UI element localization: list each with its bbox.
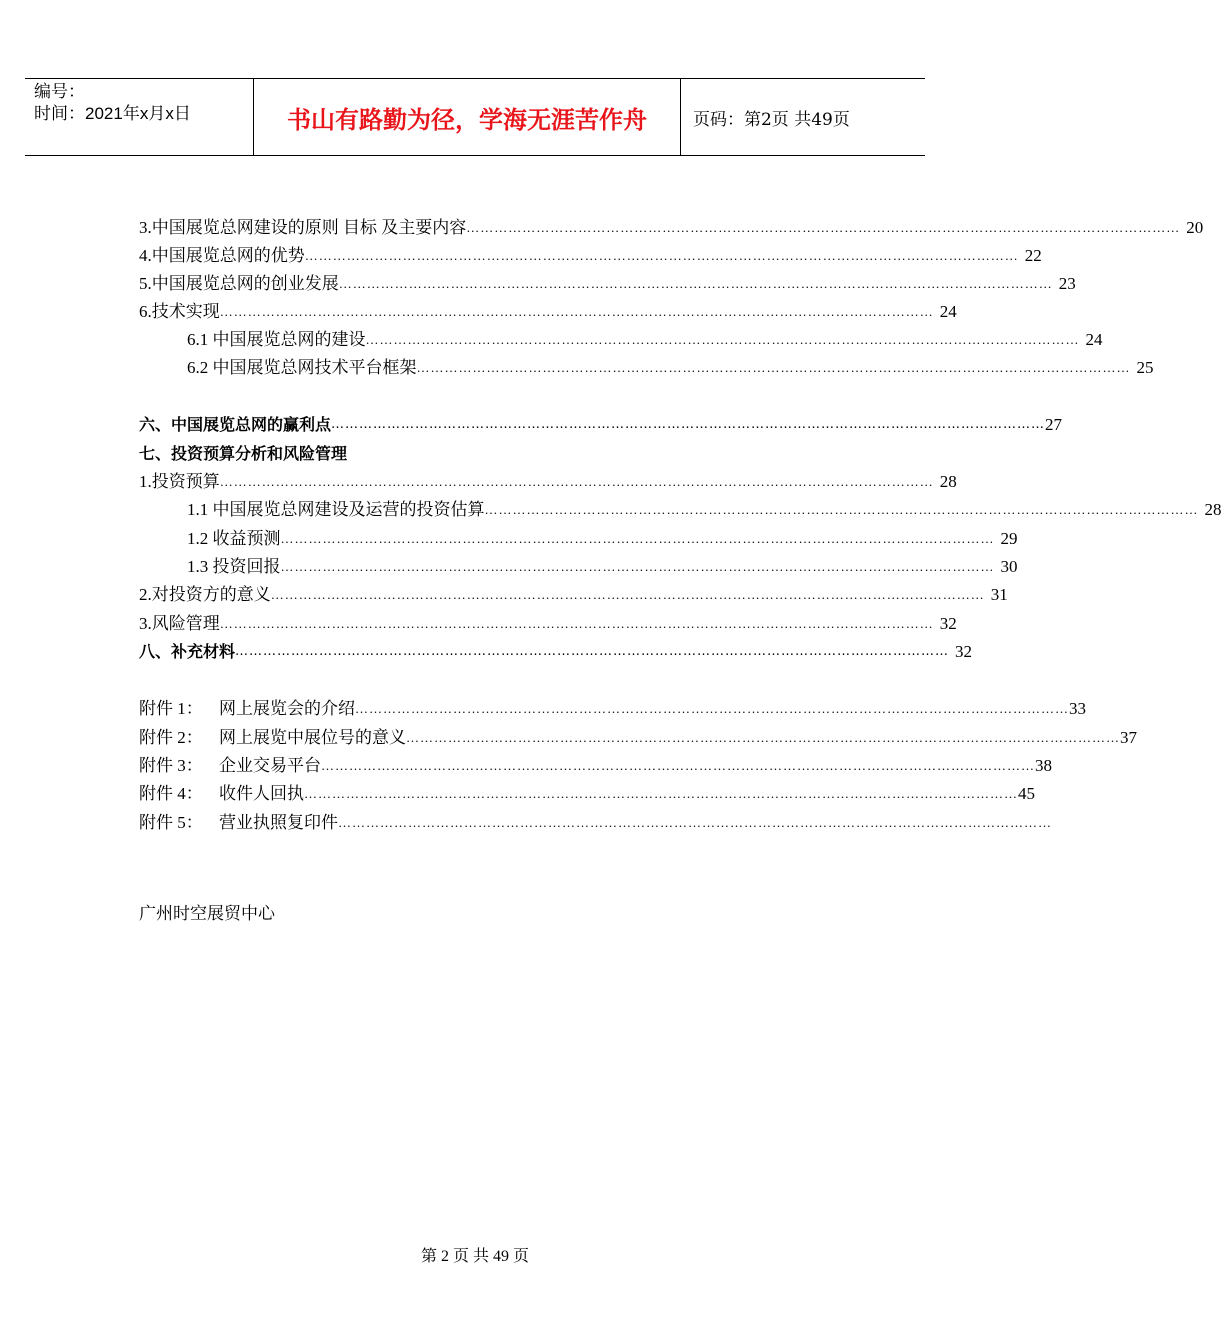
toc-entry[interactable] bbox=[139, 272, 1076, 296]
toc-entry[interactable] bbox=[139, 216, 1204, 240]
attachment-prefix: 附件 5： bbox=[139, 813, 203, 832]
toc-leader: ……………………………………………………………………………………………………………………………………… bbox=[466, 220, 1181, 235]
toc-entry-label: 1.3 投资回报 bbox=[187, 557, 281, 576]
attachment-label: 营业执照复印件 bbox=[219, 813, 338, 832]
attachment-entry[interactable] bbox=[139, 811, 1052, 835]
toc-entry-page: 32 bbox=[955, 642, 973, 661]
attachment-prefix: 附件 1： bbox=[139, 699, 203, 718]
toc-leader: ……………………………………………………………………………………………………………………………………… bbox=[338, 815, 1052, 830]
document-header bbox=[25, 78, 925, 156]
toc-entry-label: 2.对投资方的意义 bbox=[139, 585, 271, 604]
toc-entry[interactable] bbox=[139, 583, 1008, 607]
attachment-label: 企业交易平台 bbox=[219, 756, 321, 775]
attachment-page: 38 bbox=[1035, 756, 1052, 775]
toc-leader: ……………………………………………………………………………………………………………………………………… bbox=[406, 730, 1120, 745]
attachment-prefix: 附件 2： bbox=[139, 728, 203, 747]
toc-entry-page: 23 bbox=[1058, 274, 1076, 293]
attachment-page: 45 bbox=[1018, 784, 1035, 803]
toc-entry[interactable] bbox=[187, 498, 1222, 522]
attachment-prefix: 附件 4： bbox=[139, 784, 203, 803]
toc-entry[interactable] bbox=[139, 470, 957, 494]
header-page-info: 页码：第2页 共49页 bbox=[693, 109, 850, 130]
toc-entry[interactable] bbox=[187, 527, 1018, 551]
toc-leader: ……………………………………………………………………………………………………………………………………… bbox=[219, 616, 934, 631]
toc-entry-label: 5.中国展览总网的创业发展 bbox=[139, 274, 339, 293]
toc-leader: ……………………………………………………………………………………………………………………………………… bbox=[338, 276, 1053, 291]
toc-leader: ……………………………………………………………………………………………………………………………………… bbox=[235, 644, 950, 659]
toc-entry-label: 4.中国展览总网的优势 bbox=[139, 246, 305, 265]
toc-entry-page: 29 bbox=[1000, 529, 1018, 548]
toc-entry-label: 1.投资预算 bbox=[139, 472, 220, 491]
organization-name: 广州时空展贸中心 bbox=[139, 904, 275, 923]
toc-leader: ……………………………………………………………………………………………………………………………………… bbox=[321, 758, 1035, 773]
toc-entry[interactable] bbox=[187, 356, 1154, 380]
header-motto: 书山有路勤为径，学海无涯苦作舟 bbox=[254, 79, 681, 155]
toc-chapter[interactable] bbox=[139, 442, 539, 466]
toc-entry-label: 六、中国展览总网的赢利点 bbox=[139, 415, 332, 434]
attachment-label: 网上展览会的介绍 bbox=[219, 699, 355, 718]
number-label: 编号： bbox=[34, 82, 85, 101]
toc-leader: ……………………………………………………………………………………………………………………………………… bbox=[416, 360, 1131, 375]
attachment-prefix: 附件 3： bbox=[139, 756, 203, 775]
toc-entry[interactable] bbox=[139, 244, 1042, 268]
toc-leader: ……………………………………………………………………………………………………………………………………… bbox=[355, 701, 1069, 716]
toc-entry-label: 1.1 中国展览总网建设及运营的投资估算 bbox=[187, 500, 485, 519]
toc-entry-page: 27 bbox=[1045, 415, 1063, 434]
toc-entry-page: 22 bbox=[1024, 246, 1042, 265]
toc-leader: ……………………………………………………………………………………………………………………………………… bbox=[219, 474, 934, 489]
page-footer: 第 2 页 共 49 页 bbox=[420, 1248, 529, 1265]
toc-leader: ……………………………………………………………………………………………………………………………………… bbox=[219, 304, 934, 319]
toc-entry-page: 25 bbox=[1136, 358, 1154, 377]
toc-entry-page: 28 bbox=[939, 472, 957, 491]
toc-entry-label: 3.风险管理 bbox=[139, 614, 220, 633]
toc-leader: ……………………………………………………………………………………………………………………………………… bbox=[304, 786, 1018, 801]
attachment-label: 收件人回执 bbox=[219, 784, 304, 803]
toc-entry[interactable] bbox=[187, 328, 1103, 352]
toc-entry-label: 6.技术实现 bbox=[139, 302, 220, 321]
attachment-label: 网上展览中展位号的意义 bbox=[219, 728, 406, 747]
toc-leader: ……………………………………………………………………………………………………………………………………… bbox=[304, 248, 1019, 263]
toc-entry-page: 24 bbox=[939, 302, 957, 321]
toc-entry-page: 31 bbox=[990, 585, 1008, 604]
toc-entry-label: 6.1 中国展览总网的建设 bbox=[187, 330, 366, 349]
toc-entry-label: 八、补充材料 bbox=[139, 642, 236, 661]
toc-leader: ……………………………………………………………………………………………………………………………………… bbox=[280, 531, 995, 546]
toc-entry-label: 6.2 中国展览总网技术平台框架 bbox=[187, 358, 417, 377]
attachment-page: 33 bbox=[1069, 699, 1086, 718]
toc-entry[interactable] bbox=[139, 612, 957, 636]
toc-leader: ……………………………………………………………………………………………………………………………………… bbox=[365, 332, 1080, 347]
toc-entry-page: 30 bbox=[1000, 557, 1018, 576]
time-label: 时间：2021年x月x日 bbox=[34, 104, 191, 123]
attachment-page: 37 bbox=[1120, 728, 1137, 747]
toc-leader: ……………………………………………………………………………………………………………………………………… bbox=[270, 587, 985, 602]
toc-leader: ……………………………………………………………………………………………………………………………………… bbox=[484, 502, 1199, 517]
toc-chapter[interactable] bbox=[139, 413, 1063, 437]
toc-entry[interactable] bbox=[187, 555, 1018, 579]
attachment-entry[interactable] bbox=[139, 697, 1086, 721]
toc-entry-label: 七、投资预算分析和风险管理 bbox=[139, 444, 348, 463]
toc-entry-page: 32 bbox=[939, 614, 957, 633]
toc-entry-page: 28 bbox=[1204, 500, 1222, 519]
toc-entry-page: 24 bbox=[1085, 330, 1103, 349]
toc-chapter[interactable] bbox=[139, 640, 973, 664]
attachment-entry[interactable] bbox=[139, 782, 1035, 806]
toc-leader: ……………………………………………………………………………………………………………………………………… bbox=[280, 559, 995, 574]
attachment-entry[interactable] bbox=[139, 754, 1052, 778]
attachment-entry[interactable] bbox=[139, 726, 1137, 750]
header-meta bbox=[25, 79, 254, 155]
toc-entry-page: 20 bbox=[1186, 218, 1204, 237]
toc-entry-label: 3.中国展览总网建设的原则 目标 及主要内容 bbox=[139, 218, 467, 237]
toc-entry-label: 1.2 收益预测 bbox=[187, 529, 281, 548]
toc-leader: ……………………………………………………………………………………………………………………………………… bbox=[331, 417, 1046, 432]
toc-entry[interactable] bbox=[139, 300, 957, 324]
